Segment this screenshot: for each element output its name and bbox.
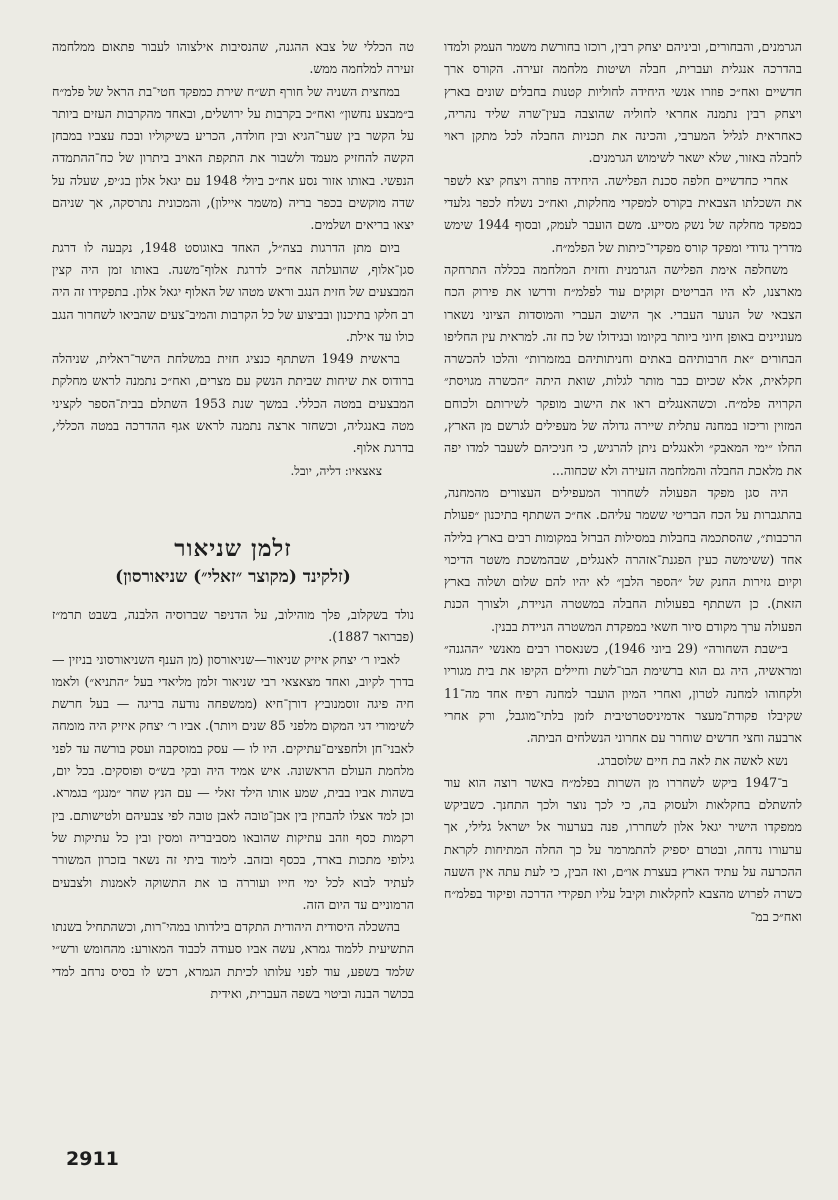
entry-subtitle: (זלקינד (מקוצר ״זאלי״) שניאורסון) — [115, 566, 351, 587]
paragraph: משחלפה אימת הפלישה הגרמנית וחזית המלחמה בכללה התרחקה מארצנו, לא היו הבריטים זקוקים עוד לפלמ״ח ודרשו את פירוק הכח הצבאי של הנוער העברי. אך הישוב העברי והמוסדות הציוני נשארו מעוניינים באופן חיוני ביותר בקיומו ובגידולו של כח זה. למראית עין החליפו הבחורים ״את חרבותיהם באתים וחניתותיהם במזמרות״ והלכו להכשרה חקלאית, אלא שכיום כבר מותר לגלות, שואת היתה ״הכשרה מגויסת״ הקרויה פלמ״ח. וכשהאנגלים ראו את הישוב מופקר לשירותם ולכוחם המזוין וריכזו במחנה עתלית שיירה גדולה של מעפילים לגרשם מן הארץ, החלו ״ימי המאבק״ ולאנגלים ניתן להרגיש, כי חניכיהם לשעבר למדו יפה את מלאכת החבלה והמלחמה הזעירה ולא שכחוה... — [444, 261, 802, 478]
paragraph: ב״שבת השחורה״ (29 ביוני 1946), כשנאסרו רבים מאנשי ״ההגנה״ ומראשיה, היה גם הוא ברשימת הבו־לשת וחיילים הקיפו את בית מגוריו ולקחוהו למחנה לטרון, ואחרי המיון הועבר למחנה רפיח אחד מה־11 שקיבלו פקודת־מעצר אדמיניסטרטיבית לזמן בלתי־מוגבל, ורק אחרי ארבעה וחצי חדשים שוחרר עם אחרוני הנשלחים הביתה. — [444, 641, 802, 746]
paragraph: היה סגן מפקד הפעולה לשחרור המעפילים העצורים מהמחנה, בהתגברות על הכח הבריטי ששמר עליהם. אח״כ השתתף בתיכנון ״פעולת הרכבות״, שהסתכמה בחבלות במסילות הברזל במקומות רבים בארץ בלילה אחד (ששימשה כעין הפגנת־אזהרה לאנגלים, שבהמשכת משטר הדיכוי וקיום גזירות החנק של ״הספר הלבן״ לא יהיו להם שלום ושלוה בארץ הזאת). כן השתתף בפעולות החבלה במשטרה הניידת, ולצורך הכנת הפעולה ערך מקודם סיור חשאי במפקדת המשטרה הניידת בבנין. — [444, 484, 802, 634]
paragraph: אחרי כחדשיים חלפה סכנת הפלישה. היחידה פוזרה ויצחק יצא לשפר את השכלתו הצבאית בקורס למפקדי מחלקות, ואח״כ נשלח לכפר גלעדי כמפקד מחלקה של נשק מסייע. משם הועבר לעמק, ובסוף 1944 שימש מדריך גדודי ומפקד קורס מפקדי־כיתות של הפלמ״ח. — [444, 172, 803, 255]
paragraph: הגרמנים, והבחורים, וביניהם יצחק רבין, רוכזו בחורשת משמר העמק ולמדו בהדרכה אנגלית ועברית, חבלה ושיטות מלחמה זעירה. הקורס ארך חדשיים ואח״כ פוזרו אנשי היחידה לחוליות קטנות בחבלים שונים בארץ ויצחק רבין נתמנה אחראי לחוליה שהוצבה בעין־שרה שליד נהריה, כאחראית לגליל המערבי, והכינה את תכניות החבלה לכל מתקן ראוי לחבלה באזור, שלא ישאר לשימוש הגרמנים. — [444, 39, 802, 166]
paragraph: במחצית השניה של חורף תש״ח שירת כמפקד חטי־בת הראל של פלמ״ח ב״מבצע נחשון״ ואח״כ בקרבות על ירושלים, ובאחד מהקרבות העזים ביותר על הקשר בין שער־הגיא ובין חולדה, הכריע בשיקוליו ובכח עצביו במבחן הקשה להחזיק מעמד ולשבור את התקפת האויב ביתרון של כח־ההתמדה הנפשי. באותו אזור נסע אח״כ ביולי 1948 עם יגאל אלון בג׳יפ, שעלה על שדה מוקשים בכפר בריה (משמר איילון), והמכונית נתרסקה, אך שניהם יצאו בריאים ושלמים. — [52, 83, 414, 233]
paragraph: טה הכללי של צבא ההגנה, שהנסיבות אילצוהו לעבור פתאום ממלחמה זעירה למלחמה ממש. — [52, 39, 414, 77]
left-column — [52, 36, 414, 1005]
page-number: 2911 — [66, 1148, 119, 1170]
paragraph: ביום מתן הדרגות בצה״ל, האחד באוגוסט 1948, נקבעה לו דרגת סגן־אלוף, שהועלתה אח״כ לדרגת אלוף־משנה. באותו זמן היה קצין המבצעים של חזית הנגב וראש מטהו של האלוף יגאל אלון. בתפקידו זה היה רב חלקו בתיכנון ובביצוע של כל הקרבות והמיב־צעים שהביאו לשחרור הנגב כולו עד אילת. — [52, 239, 414, 344]
paragraph: לאביו ר׳ יצחק איזיק שניאור—שניאורסון (מן הענף השניאורסוני בניזין — בדרך לקיוב, ואחד מצאצאי רבי שניאור זלמן מליאדי בעל ״התניא״) ולאמו חיה פיגה זוסמנוביץ דורן־חיא (ממשפחה נודעה בריגה — בעל חרשת לשימורי דגי המקום מלפני 85 שנים ויותר). אביו ר׳ יצחק איזיק היה מומחה לאבני־חן ולחפצים־עתיקים. היו לו — עסק במוסקבה ועסק בורשה עד לפני מלחמת העולם הראשונה. איש אמיד היה ובקי בש״ס ופוסקים. בכל יום, בשהות אביו בבית, שמע אותו הילד זאלי — עם הנץ שחר ״מנגן״ בגמרא. וכן למד אצלו להבחין בין אבן־טובה לאבן טובה לפי צבעיהם ולטישותם. בין רקמות כסף וזהב עתיקות שהובאו מסביבריה ומסין ובין כל עתיקות של גילופי מתכות בארד, בכסף ובזהב. לימוד ביתי זה נשאר בזכרון המשורר לעתיד לבוא לכל ימי חייו ועוררה בו את התשוקה לאמנות ולצבעים הרמוניים עד היום הזה. — [52, 651, 414, 912]
left-column-bottom-text — [52, 604, 414, 1005]
right-column — [444, 36, 802, 928]
left-column-top-text — [52, 36, 414, 460]
entry-title: זלמן שניאור — [174, 534, 292, 562]
descendants-line: צאצאיו: דליה, יובל. — [290, 463, 382, 478]
paragraph: נשא לאשה את לאה בת חיים שלוסברג. — [596, 752, 788, 768]
paragraph: בראשית 1949 השתתף כנציג חזית במשלחת הישר־ראלית, שניהלה ברודוס את שיחות שביתת הנשק עם מצרים, ואח״כ נתמנה לראש מחלקת המבצעים במטה הכללי. במשך שנת 1953 השתלם בבית־הספר לקציני מטה באנגליה, וכשחזר ארצה נתמנה לראש אגף ההדרכה במטה הכללי, בדרגת אלוף. — [52, 351, 414, 456]
paragraph: נולד בשקלוב, פלך מוהילוב, על הדניפר שברוסיה הלבנה, בשבט תרמ״ז (פברואר 1887). — [52, 606, 414, 645]
paragraph: ב־1947 ביקש לשחררו מן השרות בפלמ״ח באשר רוצה הוא עוד להשתלם בחקלאות ולעסוק בה, כי לכך נוצר ולכך התחנך. כשביקש ממפקדו הישיר יגאל אלון לשחררו, פנה בערעור אל ישראל גלילי, אך ערעורו נדחה, ובטרם יספיק להתמרמר על כך החלה המתיחות לקראת ההכרעה על עתיד הארץ בעצרת או״ם, ואז הבין, כי לעת עתה אין השעה כשרה לפרוש מהצבא לחקלאות וקיבל עליו תפקידי הדרכה ופיקוד בפלמ״ח ואח״כ במ־ — [444, 774, 802, 924]
entry-header — [52, 534, 414, 590]
paragraph: בהשכלה היסודית היהודית התקדם בילדותו במהי־רות, וכשהתחיל בשנתו התשיעית ללמוד גמרא, עשה אביו סעודה לכבוד המאורע: מהחומש ורש״י שלמד בשפע, עוד לפני עלותו לכיתת הגמרא, רכש לו בסיס נרחב למדי בכושר הבנה וביטוי בשפה העברית, ואידית — [52, 919, 414, 1001]
